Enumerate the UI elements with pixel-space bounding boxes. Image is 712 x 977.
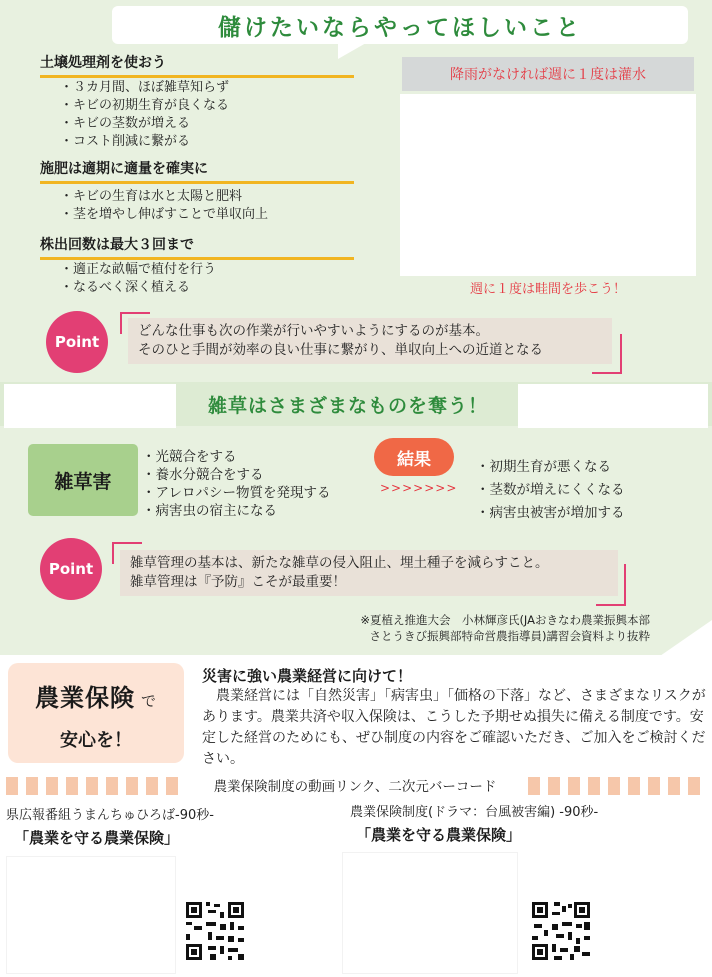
weed-harm-list xyxy=(142,448,330,520)
section-heading-soil: 土壌処理剤を使おう xyxy=(40,52,354,78)
list-item: ・病害虫の宿主になる xyxy=(142,503,277,519)
insurance-word: 農業保険 xyxy=(34,684,135,712)
weed-result-list xyxy=(476,456,625,525)
bracket-line xyxy=(120,312,122,334)
insurance-body: 農業経営には「自然災害」「病害虫」「価格の下落」など、さまざまなリスクがあります。農業共済や収入保険は、こうした予期せぬ損失に備える制度です。安定した経営のためにも、ぜひ制度の内容をご確認いただき、ご加入をご検討ください。 xyxy=(202,688,706,767)
list-item: ・アレロパシー物質を発現する xyxy=(142,485,331,501)
list-item: ・養水分競合をする xyxy=(142,467,264,483)
tips-title: 儲けたいならやってほしいこと xyxy=(112,6,688,44)
bracket-line xyxy=(620,334,622,374)
list-item: ・３カ月間、ほぼ雑草知らず xyxy=(60,80,230,95)
result-badge: 結果 xyxy=(374,438,454,476)
bracket-line xyxy=(596,604,626,606)
point-badge: Point xyxy=(40,538,102,600)
point-note-1 xyxy=(128,318,612,364)
qr-code-icon[interactable] xyxy=(180,896,250,966)
source-line: ※夏植え推進大会 小林輝彦氏(JAおきなわ農業振興本部 xyxy=(360,613,650,627)
video2-thumbnail[interactable] xyxy=(342,852,518,974)
arrow-chevrons: >>>>>>> xyxy=(380,481,458,495)
insurance-particle: で xyxy=(140,692,157,710)
section-heading-fertilizer: 施肥は適期に適量を確実に xyxy=(40,158,354,184)
point-note-2 xyxy=(120,550,618,596)
weed-damage-label: 雑草害 xyxy=(28,444,138,516)
bracket-line xyxy=(120,312,150,314)
dash-divider-left xyxy=(6,777,182,795)
list-item: ・病害虫被害が増加する xyxy=(476,505,625,521)
list-item: ・茎を増やし伸ばすことで単収向上 xyxy=(60,207,269,222)
video-links-title: 農業保険制度の動画リンク、二次元バーコード xyxy=(213,779,497,795)
insurance-heading: 災害に強い農業経営に向けて！ xyxy=(202,667,413,685)
bracket-line xyxy=(112,542,142,544)
bracket-line xyxy=(624,564,626,606)
dash-divider-right xyxy=(528,777,706,795)
list-item: ・茎数が増えにくくなる xyxy=(476,482,625,498)
qr-code-icon[interactable] xyxy=(526,896,596,966)
source-note xyxy=(250,612,650,644)
list-item: ・キビの茎数が増える xyxy=(60,116,191,131)
video2-caption: 農業保険制度(ドラマ：台風被害編) -90秒- xyxy=(350,805,599,820)
bracket-line xyxy=(592,372,622,374)
field-photo xyxy=(400,94,696,276)
list-item: ・コスト削減に繋がる xyxy=(60,134,191,149)
point-note-line: どんな仕事も次の作業が行いやすいようにするのが基本。 xyxy=(138,323,489,339)
video1-title[interactable]: 「農業を守る農業保険」 xyxy=(14,829,180,847)
qr-code-icon xyxy=(180,896,250,966)
weed-title: 雑草はさまざまなものを奪う！ xyxy=(207,394,488,417)
blank-panel xyxy=(4,384,176,428)
point-note-line: 雑草管理の基本は、新たな雑草の侵入阻止、埋土種子を減らすこと。 xyxy=(130,555,549,571)
video2-title[interactable]: 「農業を守る農業保険」 xyxy=(356,826,522,844)
list-item: ・キビの初期生育が良くなる xyxy=(60,98,230,113)
insurance-card-sub: 安心を！ xyxy=(60,730,132,751)
point-badge: Point xyxy=(46,311,108,373)
bracket-line xyxy=(112,542,114,564)
irrigation-label: 降雨がなければ週に１度は灌水 xyxy=(402,57,694,91)
point-note-line: 雑草管理は『予防』こそが最重要！ xyxy=(130,574,346,590)
list-item: ・なるべく深く植える xyxy=(60,280,191,295)
point-note-line: そのひと手間が効率の良い仕事に繋がり、単収向上への近道となる xyxy=(138,342,543,358)
walk-caption: 週に１度は畦間を歩こう！ xyxy=(469,282,626,297)
ratoon-bullets xyxy=(60,261,216,297)
list-item: ・キビの生育は水と太陽と肥料 xyxy=(60,189,243,204)
list-item: ・初期生育が悪くなる xyxy=(476,459,611,475)
section-heading-ratoon: 株出回数は最大３回まで xyxy=(40,234,354,260)
qr-code-icon xyxy=(526,896,596,966)
insurance-card-title xyxy=(8,678,184,713)
soil-bullets xyxy=(60,79,229,151)
blank-panel xyxy=(518,384,708,428)
fertilizer-bullets xyxy=(60,188,268,224)
video1-thumbnail[interactable] xyxy=(6,856,176,974)
source-line: さとうきび振興部特命営農指導員)講習会資料より抜粋 xyxy=(369,629,650,643)
list-item: ・適正な畝幅で植付を行う xyxy=(60,262,217,277)
list-item: ・光競合をする xyxy=(142,449,237,465)
video1-caption: 県広報番組うまんちゅひろば-90秒- xyxy=(6,808,214,823)
